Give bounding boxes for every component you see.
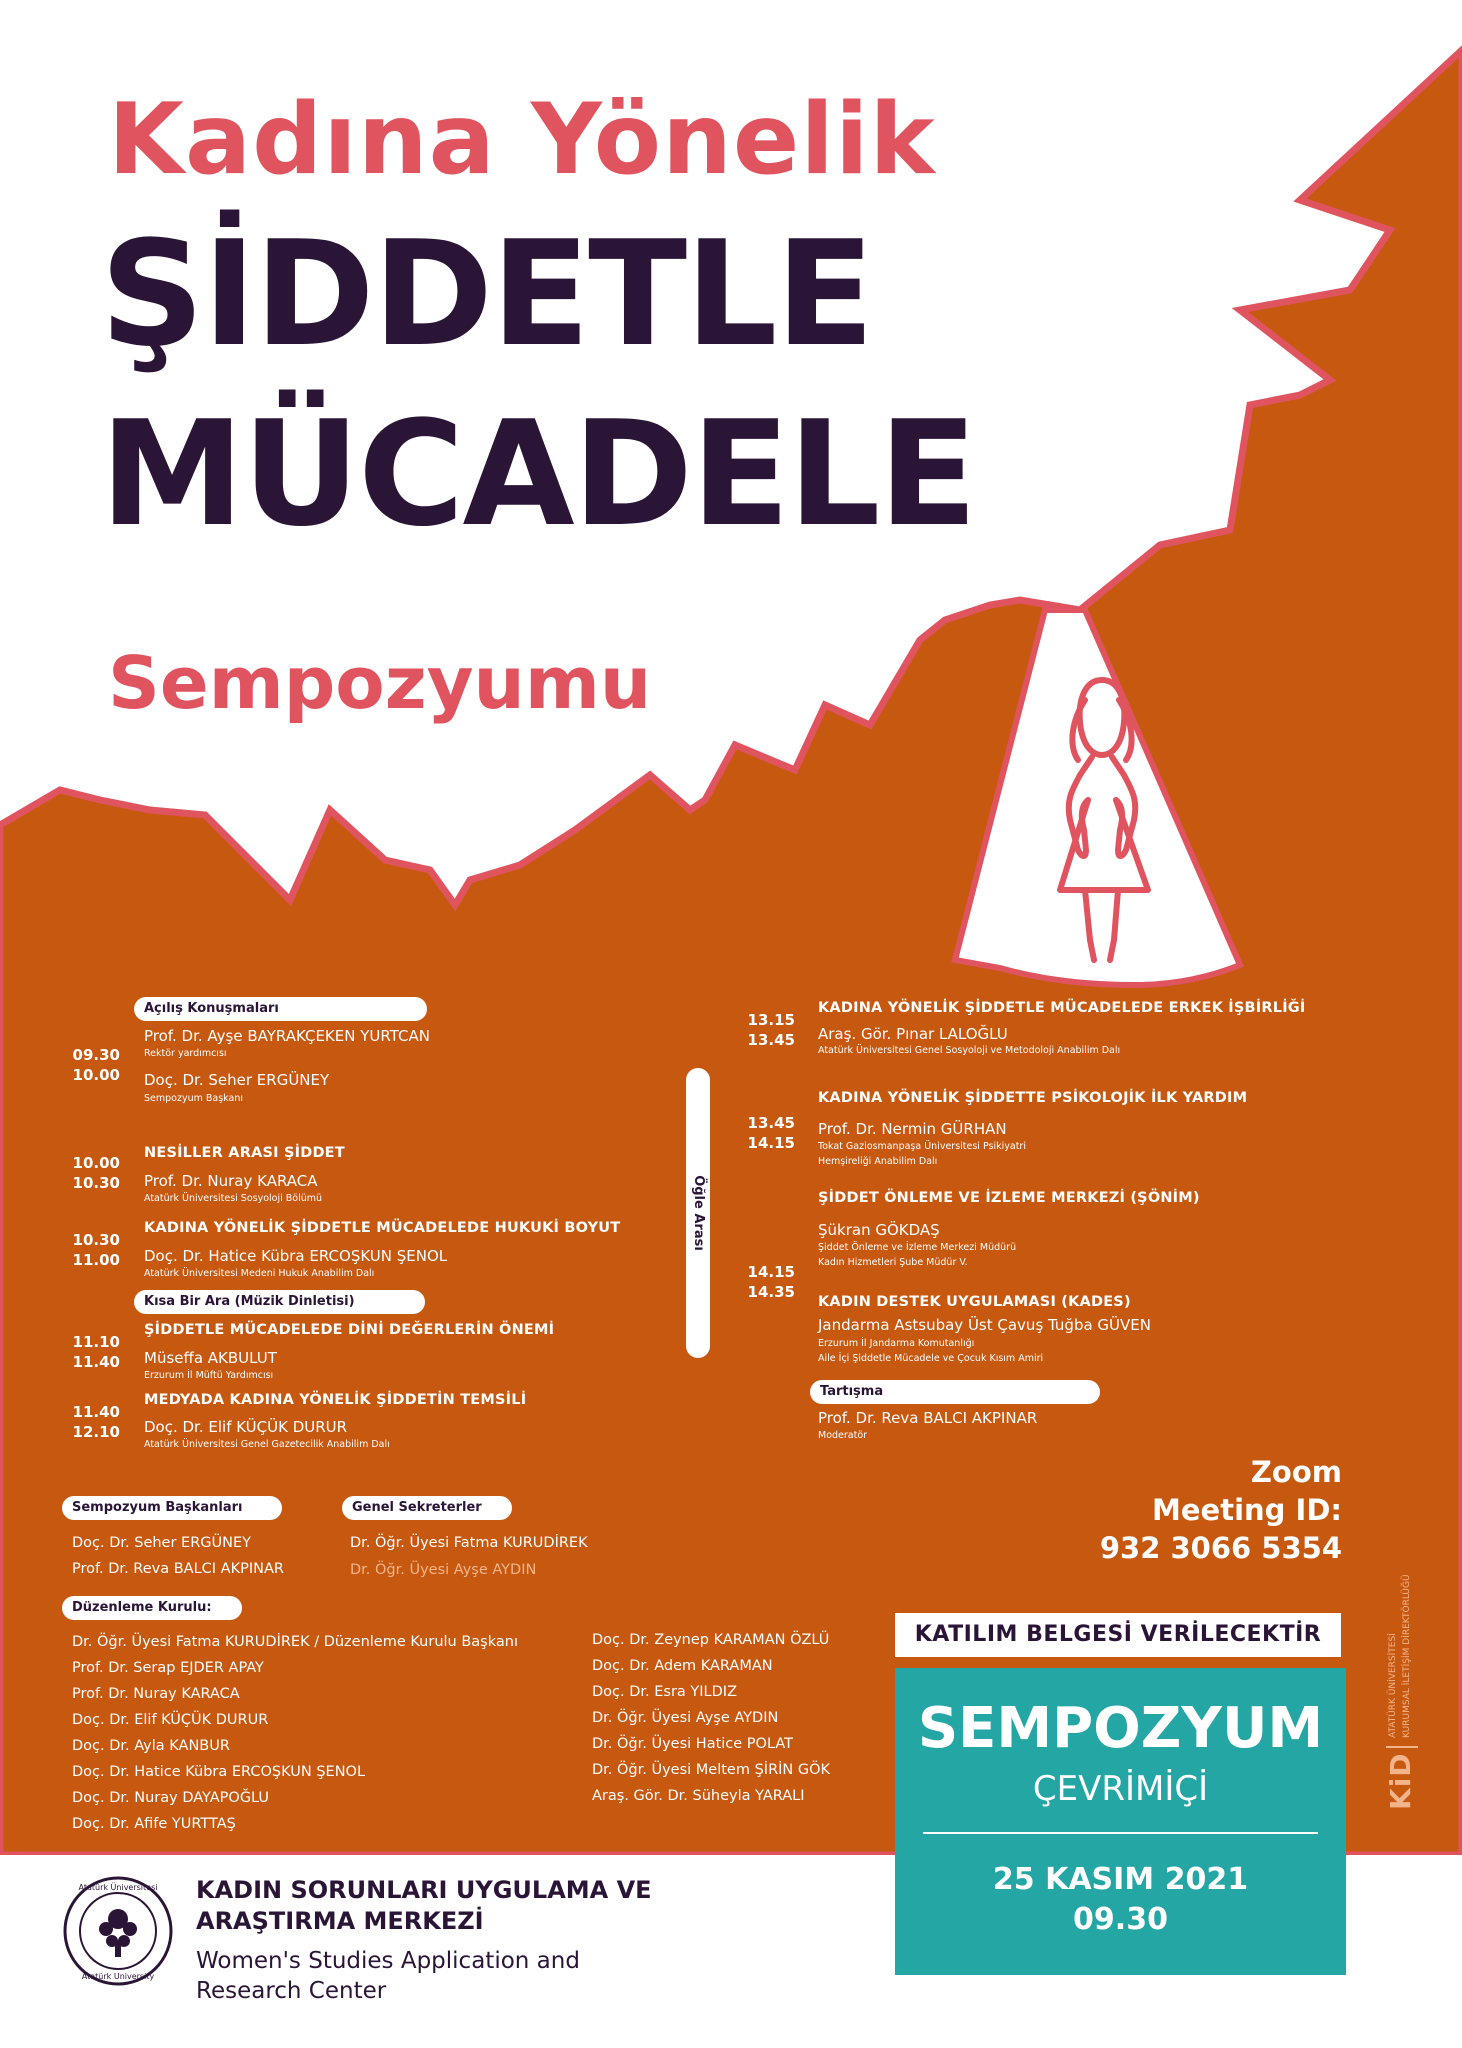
chairs-label: Sempozyum Başkanları: [62, 1496, 282, 1520]
session7-speaker: Şükran GÖKDAŞ: [818, 1221, 940, 1239]
break-label: Kısa Bir Ara (Müzik Dinletisi): [134, 1290, 425, 1314]
kid-logo: KiD: [1384, 1752, 1417, 1810]
session8-role-1: Erzurum İl Jandarma Komutanlığı: [818, 1338, 975, 1349]
seal-text-bottom: Atatürk University: [81, 1972, 155, 1981]
committee-member: Doç. Dr. Hatice Kübra ERCOŞKUN ŞENOL: [72, 1764, 366, 1780]
secretary-2: Dr. Öğr. Üyesi Ayşe AYDIN: [350, 1562, 537, 1578]
session5-title: KADINA YÖNELİK ŞİDDETLE MÜCADELEDE ERKEK İŞBİRLİĞİ: [818, 1000, 1306, 1016]
session8-speaker: Jandarma Astsubay Üst Çavuş Tuğba GÜVEN: [818, 1316, 1151, 1334]
session1-time: 10.00 10.30: [72, 1154, 120, 1192]
session6-role-2: Hemşireliği Anabilim Dalı: [818, 1156, 938, 1167]
lunch-label: Öğle Arası: [691, 1175, 706, 1251]
committee-label: Düzenleme Kurulu:: [62, 1596, 242, 1620]
committee-member: Doç. Dr. Adem KARAMAN: [592, 1658, 773, 1674]
zoom-line-1: Zoom: [1250, 1455, 1342, 1489]
committee-member: Doç. Dr. Esra YILDIZ: [592, 1684, 737, 1700]
committee-member: Prof. Dr. Serap EJDER APAY: [72, 1660, 264, 1676]
opening-label: Açılış Konuşmaları: [134, 997, 427, 1021]
chair-2: Prof. Dr. Reva BALCI AKPINAR: [72, 1561, 284, 1577]
committee-member: Doç. Dr. Ayla KANBUR: [72, 1738, 230, 1754]
opening-speaker-1-role: Rektör yardımcısı: [144, 1048, 227, 1059]
session2-time: 10.30 11.00: [72, 1231, 120, 1269]
online-divider: [923, 1832, 1318, 1834]
committee-member: Doç. Dr. Zeynep KARAMAN ÖZLÜ: [592, 1632, 830, 1648]
online-box: [895, 1668, 1346, 1975]
session2-title: KADINA YÖNELİK ŞİDDETLE MÜCADELEDE HUKUKİ BOYUT: [144, 1220, 621, 1236]
session4-speaker: Doç. Dr. Elif KÜÇÜK DURUR: [144, 1418, 348, 1436]
title-line-4: Sempozyumu: [108, 641, 652, 725]
online-title: SEMPOZYUM: [917, 1696, 1324, 1761]
side-brand: [1378, 1500, 1438, 1810]
session3-time: 11.10 11.40: [72, 1333, 120, 1371]
footer-subtitle-2: Research Center: [196, 1978, 387, 2004]
footer-title-2: ARAŞTIRMA MERKEZİ: [196, 1907, 484, 1935]
discussion-label: Tartışma: [810, 1380, 1100, 1404]
session3-role: Erzurum İl Müftü Yardımcısı: [144, 1370, 274, 1381]
committee-member: Doç. Dr. Elif KÜÇÜK DURUR: [72, 1712, 269, 1728]
session7-time: 14.15 14.35: [747, 1263, 795, 1301]
committee-member: Dr. Öğr. Üyesi Hatice POLAT: [592, 1736, 794, 1752]
session2-role: Atatürk Üniversitesi Medeni Hukuk Anabilim Dalı: [144, 1268, 375, 1279]
session6-time: 13.45 14.15: [747, 1114, 795, 1152]
certificate-banner: KATILIM BELGESİ VERİLECEKTİR: [895, 1613, 1341, 1657]
committee-member: Dr. Öğr. Üyesi Fatma KURUDİREK / Düzenleme Kurulu Başkanı: [72, 1634, 518, 1650]
session4-role: Atatürk Üniversitesi Genel Gazetecilik Anabilim Dalı: [144, 1439, 390, 1450]
committee-member: Araş. Gör. Dr. Süheyla YARALI: [592, 1788, 805, 1804]
footer-title-1: KADIN SORUNLARI UYGULAMA VE: [196, 1876, 652, 1904]
session5-role: Atatürk Üniversitesi Genel Sosyoloji ve Metodoloji Anabilim Dalı: [818, 1045, 1121, 1056]
zoom-meeting-id[interactable]: 932 3066 5354: [1099, 1531, 1342, 1565]
title-line-3: MÜCADELE: [100, 390, 976, 559]
brand-line-2: KURUMSAL İLETİŞİM DİREKTÖRLÜĞÜ: [1402, 1574, 1412, 1738]
session1-speaker: Prof. Dr. Nuray KARACA: [144, 1172, 318, 1190]
session4-title: MEDYADA KADINA YÖNELİK ŞİDDETİN TEMSİLİ: [144, 1392, 527, 1408]
discussion-moderator: Prof. Dr. Reva BALCI AKPINAR: [818, 1409, 1038, 1427]
session8-title: KADIN DESTEK UYGULAMASI (KADES): [818, 1294, 1131, 1310]
committee-member: Dr. Öğr. Üyesi Ayşe AYDIN: [592, 1710, 779, 1726]
session3-speaker: Müseffa AKBULUT: [144, 1349, 277, 1367]
brand-line-1: ATATÜRK ÜNİVERSİTESİ: [1388, 1633, 1398, 1738]
session6-title: KADINA YÖNELİK ŞİDDETTE PSİKOLOJİK İLK YARDIM: [818, 1090, 1248, 1106]
event-time: 09.30: [1073, 1902, 1168, 1937]
university-seal-icon: [62, 1875, 174, 1987]
session6-speaker: Prof. Dr. Nermin GÜRHAN: [818, 1120, 1007, 1138]
committee-member: Prof. Dr. Nuray KARACA: [72, 1686, 240, 1702]
session5-time: 13.15 13.45: [747, 1011, 795, 1049]
session1-title: NESİLLER ARASI ŞİDDET: [144, 1145, 345, 1161]
opening-time: 09.30 10.00: [72, 1046, 120, 1084]
session5-speaker: Araş. Gör. Pınar LALOĞLU: [818, 1025, 1008, 1043]
seal-text-top: Atatürk Üniversitesi: [78, 1883, 158, 1892]
secretary-1: Dr. Öğr. Üyesi Fatma KURUDİREK: [350, 1535, 588, 1551]
title-line-1: Kadına Yönelik: [108, 83, 936, 197]
session7-role-2: Kadın Hizmetleri Şube Müdür V.: [818, 1257, 968, 1268]
session7-title: ŞİDDET ÖNLEME VE İZLEME MERKEZİ (ŞÖNİM): [818, 1190, 1200, 1206]
secretaries-label: Genel Sekreterler: [342, 1496, 512, 1520]
footer-subtitle-1: Women's Studies Application and: [196, 1948, 580, 1974]
session8-role-2: Aile İçi Şiddetle Mücadele ve Çocuk Kısım Amiri: [818, 1353, 1044, 1364]
opening-speaker-1: Prof. Dr. Ayşe BAYRAKÇEKEN YURTCAN: [144, 1027, 430, 1045]
title-line-2: ŞİDDETLE: [100, 210, 873, 379]
chair-1: Doç. Dr. Seher ERGÜNEY: [72, 1535, 251, 1551]
committee-member: Doç. Dr. Afife YURTTAŞ: [72, 1816, 236, 1832]
opening-speaker-2: Doç. Dr. Seher ERGÜNEY: [144, 1071, 330, 1089]
session2-speaker: Doç. Dr. Hatice Kübra ERCOŞKUN ŞENOL: [144, 1247, 448, 1265]
discussion-role: Moderatör: [818, 1430, 868, 1441]
session6-role-1: Tokat Gaziosmanpaşa Üniversitesi Psikiyatri: [818, 1141, 1026, 1152]
session3-title: ŞİDDETLE MÜCADELEDE DİNİ DEĞERLERİN ÖNEMİ: [144, 1322, 555, 1338]
opening-speaker-2-role: Sempozyum Başkanı: [144, 1093, 243, 1104]
zoom-line-2: Meeting ID:: [1152, 1493, 1342, 1527]
committee-member: Doç. Dr. Nuray DAYAPOĞLU: [72, 1790, 270, 1806]
event-date: 25 KASIM 2021: [992, 1862, 1249, 1897]
session1-role: Atatürk Üniversitesi Sosyoloji Bölümü: [144, 1193, 323, 1204]
online-subtitle: ÇEVRİMİÇİ: [1032, 1769, 1209, 1809]
committee-member: Dr. Öğr. Üyesi Meltem ŞİRİN GÖK: [592, 1762, 831, 1778]
session4-time: 11.40 12.10: [72, 1403, 120, 1441]
brand-separator: [1386, 1746, 1418, 1748]
session7-role-1: Şiddet Önleme ve İzleme Merkezi Müdürü: [818, 1242, 1017, 1253]
